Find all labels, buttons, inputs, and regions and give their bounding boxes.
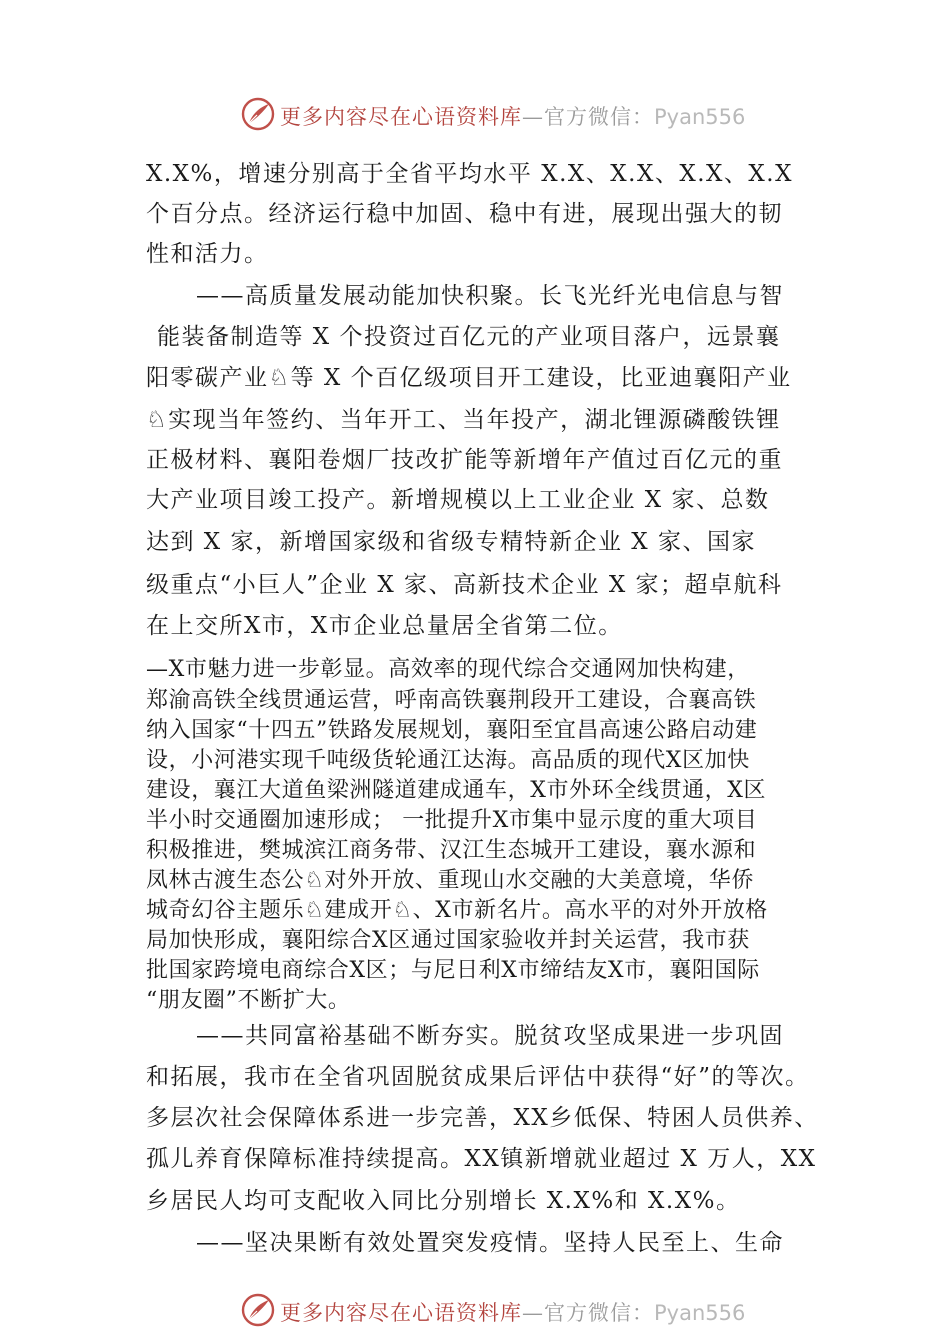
- text-line: 乡居民人均可支配收入同比分别增长 X.X%和 X.X%。: [146, 1188, 741, 1214]
- feather-logo-icon: [240, 1292, 276, 1328]
- text-line: 城奇幻谷主题乐♘建成开♘、X市新名片。高水平的对外开放格: [146, 898, 768, 923]
- watermark-text: [280, 101, 745, 131]
- watermark-label: 官方微信：: [544, 105, 654, 129]
- text-line: 局加快形成，襄阳综合X区通过国家验收并封关运营，我市获: [146, 928, 750, 953]
- text-line: 孤儿养育保障标准持续提高。XX镇新增就业超过 X 万人，XX: [146, 1146, 817, 1172]
- text-line: 个百分点。经济运行稳中加固、稳中有进，展现出强大的韧: [146, 201, 783, 227]
- text-line: 性和活力。: [146, 241, 269, 267]
- text-line: “朋友圈”不断扩大。: [146, 988, 351, 1013]
- text-line: 级重点“小巨人”企业 X 家、高新技术企业 X 家；超卓航科: [146, 572, 783, 598]
- text-line: X.X%，增速分别高于全省平均水平 X.X、X.X、X.X、X.X: [146, 161, 793, 187]
- text-line: 和拓展，我市在全省巩固脱贫成果后评估中获得“好”的等次。: [146, 1064, 810, 1090]
- watermark-dash: —: [522, 1301, 544, 1325]
- watermark-account: Pyan556: [654, 105, 746, 129]
- text-line: 凤林古渡生态公♘对外开放、重现山水交融的大美意境，华侨: [146, 868, 754, 893]
- watermark-dash: —: [522, 105, 544, 129]
- text-line: 大产业项目竣工投产。新增规模以上工业企业 X 家、总数: [146, 487, 770, 513]
- watermark-main: 更多内容尽在心语资料库: [280, 1301, 522, 1325]
- watermark-main: 更多内容尽在心语资料库: [280, 105, 522, 129]
- watermark-text: [280, 1297, 745, 1327]
- text-line: ——高质量发展动能加快积聚。长飞光纤光电信息与智: [196, 283, 784, 309]
- text-line: 批国家跨境电商综合X区；与尼日利X市缔结友X市，襄阳国际: [146, 958, 760, 983]
- text-line: 达到 X 家，新增国家级和省级专精特新企业 X 家、国家: [146, 529, 756, 555]
- text-line: 纳入国家“十四五”铁路发展规划，襄阳至宜昌高速公路启动建: [146, 718, 758, 743]
- text-line: —X市魅力进一步彰显。高效率的现代综合交通网加快构建，: [146, 657, 750, 682]
- text-line: 郑渝高铁全线贯通运营，呼南高铁襄荆段开工建设，合襄高铁: [146, 688, 757, 713]
- watermark-label: 官方微信：: [544, 1301, 654, 1325]
- text-line: 积极推进，樊城滨江商务带、汉江生态城开工建设，襄水源和: [146, 838, 757, 863]
- text-line: 阳零碳产业♘等 X 个百亿级项目开工建设，比亚迪襄阳产业: [146, 365, 792, 391]
- text-line: 多层次社会保障体系进一步完善，XX乡低保、特困人员供养、: [146, 1105, 819, 1131]
- text-line: 建设，襄江大道鱼梁洲隧道建成通车，X市外环全线贯通，X区: [146, 778, 767, 803]
- text-line: 半小时交通圈加速形成； 一批提升X市集中显示度的重大项目: [146, 808, 758, 833]
- text-line: ——共同富裕基础不断夯实。脱贫攻坚成果进一步巩固: [196, 1023, 784, 1049]
- watermark-banner-bottom: [0, 1288, 950, 1332]
- text-line: 设，小河港实现千吨级货轮通江达海。高品质的现代X区加快: [146, 748, 750, 773]
- feather-logo-icon: [240, 96, 276, 132]
- watermark-account: Pyan556: [654, 1301, 746, 1325]
- watermark-banner-top: [0, 92, 950, 136]
- text-line: 能装备制造等 X 个投资过百亿元的产业项目落户，远景襄: [157, 324, 781, 350]
- text-line: ♘实现当年签约、当年开工、当年投产，湖北锂源磷酸铁锂: [146, 407, 781, 433]
- text-line: 正极材料、襄阳卷烟厂技改扩能等新增年产值过百亿元的重: [146, 447, 783, 473]
- text-line: ——坚决果断有效处置突发疫情。坚持人民至上、生命: [196, 1230, 784, 1256]
- text-line: 在上交所X市，X市企业总量居全省第二位。: [146, 613, 623, 639]
